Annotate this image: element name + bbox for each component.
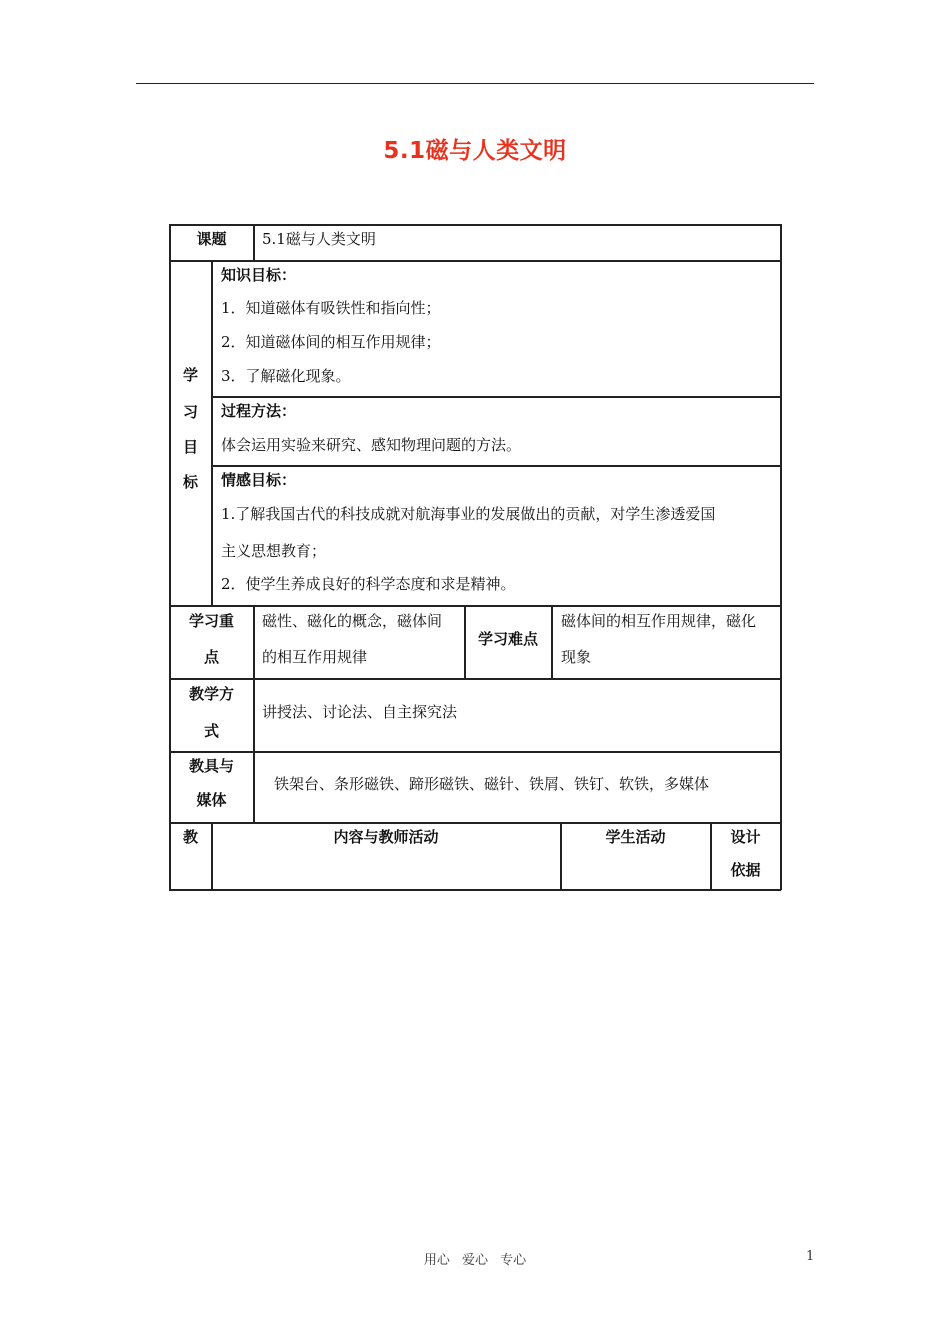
difficult-value-line-1: 磁体间的相互作用规律，磁化 bbox=[561, 612, 757, 630]
topic-label: 课题 bbox=[196, 230, 227, 248]
emotion-item-1-line-2: 主义思想教育； bbox=[221, 542, 327, 560]
difficult-label: 学习难点 bbox=[477, 630, 538, 648]
knowledge-item-1: 1．知道磁体有吸铁性和指向性； bbox=[221, 299, 441, 317]
bottom-col-3: 学生活动 bbox=[605, 828, 666, 846]
goals-label-3: 目 bbox=[182, 438, 198, 456]
page-number: 1 bbox=[806, 1249, 815, 1264]
key-label-line-2: 点 bbox=[203, 648, 219, 666]
method-value: 讲授法、讨论法、自主探究法 bbox=[262, 703, 458, 721]
bottom-col-4-line-1: 设计 bbox=[730, 828, 761, 846]
method-label-line-2: 式 bbox=[203, 722, 219, 740]
bottom-col-1: 教 bbox=[182, 828, 198, 846]
goals-label-2: 习 bbox=[182, 403, 198, 421]
emotion-item-1-line-1: 1.了解我国古代的科技成就对航海事业的发展做出的贡献，对学生渗透爱国 bbox=[221, 505, 716, 523]
key-value-line-1: 磁性、磁化的概念，磁体间 bbox=[262, 612, 443, 630]
bottom-col-4-line-2: 依据 bbox=[730, 861, 761, 879]
goals-label-4: 标 bbox=[182, 473, 198, 491]
process-text: 体会运用实验来研究、感知物理问题的方法。 bbox=[221, 436, 522, 454]
topic-value: 5.1磁与人类文明 bbox=[262, 230, 376, 248]
process-heading: 过程方法： bbox=[221, 402, 297, 420]
emotion-item-2: 2．使学生养成良好的科学态度和求是精神。 bbox=[221, 575, 516, 593]
tools-label-line-1: 教具与 bbox=[188, 757, 234, 775]
tools-value: 铁架台、条形磁铁、蹄形磁铁、磁针、铁屑、铁钉、软铁，多媒体 bbox=[274, 775, 710, 793]
knowledge-heading: 知识目标： bbox=[221, 266, 297, 284]
document-title: 5.1磁与人类文明 bbox=[383, 138, 567, 164]
tools-label-line-2: 媒体 bbox=[196, 791, 227, 809]
method-label-line-1: 教学方 bbox=[188, 685, 234, 703]
key-value-line-2: 的相互作用规律 bbox=[262, 648, 368, 666]
knowledge-item-2: 2．知道磁体间的相互作用规律； bbox=[221, 333, 441, 351]
page-footer: 用心 爱心 专心 bbox=[423, 1253, 527, 1268]
goals-label-1: 学 bbox=[182, 366, 198, 384]
header-rule bbox=[136, 83, 814, 84]
difficult-value-line-2: 现象 bbox=[561, 648, 592, 666]
bottom-col-2: 内容与教师活动 bbox=[333, 828, 439, 846]
emotion-heading: 情感目标： bbox=[221, 471, 297, 489]
key-label-line-1: 学习重 bbox=[188, 612, 234, 630]
knowledge-item-3: 3．了解磁化现象。 bbox=[221, 367, 351, 385]
